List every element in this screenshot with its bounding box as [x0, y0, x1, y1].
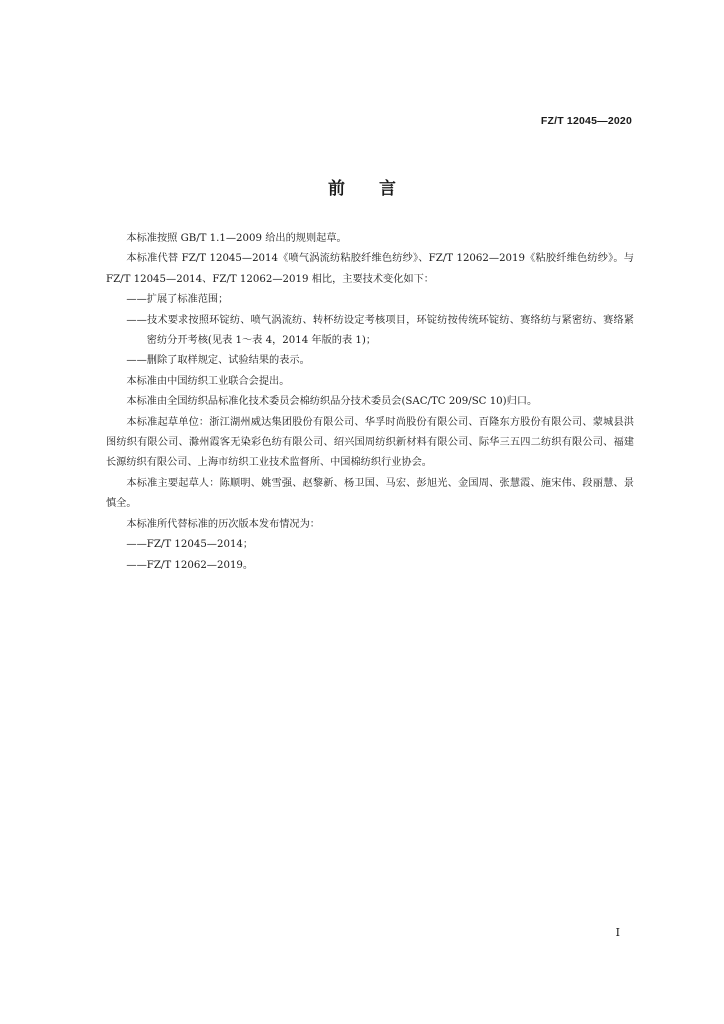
standard-code: FZ/T 12045—2020: [540, 115, 632, 127]
paragraph-replacement: 本标准代替 FZ/T 12045—2014《喷气涡流纺粘胶纤维色纺纱》、FZ/T 12062—2019《粘胶纤维色纺纱》。与 FZ/T 12045—2014、FZ/T 12062—2019 相比，主要技术变化如下：: [106, 253, 634, 285]
title-char-1: 前: [328, 179, 346, 199]
paragraph-drafting-units: 本标准起草单位：浙江湖州威达集团股份有限公司、华孚时尚股份有限公司、百隆东方股份有限公司、蒙城县洪图纺织有限公司、滁州霞客无染彩色纺有限公司、绍兴国周纺织新材料有限公司、际华三五四二纺织有限公司、福建长源纺织有限公司、上海市纺织工业技术监督所、中国棉纺织行业协会。: [106, 416, 634, 469]
paragraph-history: 本标准所代替标准的历次版本发布情况为：: [126, 518, 320, 530]
paragraph-drafting-rule: 本标准按照 GB/T 1.1—2009 给出的规则起草。: [126, 233, 347, 244]
change-item-scope: ——扩展了标准范围；: [126, 294, 229, 306]
change-item-deletion: ——删除了取样规定、试验结果的表示。: [126, 355, 310, 367]
title-char-2: 言: [378, 179, 396, 199]
page-title: [0, 174, 724, 199]
paragraph-drafters: 本标准主要起草人：陈顺明、姚雪强、赵黎新、杨卫国、马宏、彭旭光、金国周、张慧霞、施宋伟、段丽慧、景慎全。: [106, 477, 634, 510]
change-item-requirements: ——技术要求按照环锭纺、喷气涡流纺、转杯纺设定考核项目，环锭纺按传统环锭纺、赛络纺与紧密纺、赛络紧密纺分开考核(见表 1～表 4，2014 年版的表 1)；: [126, 314, 634, 347]
page-number: I: [615, 926, 620, 939]
history-item-2014: ——FZ/T 12045—2014；: [126, 539, 254, 551]
paragraph-proposer: 本标准由中国纺织工业联合会提出。: [126, 375, 290, 387]
foreword-body: [106, 229, 634, 576]
history-item-2019: ——FZ/T 12062—2019。: [126, 559, 254, 571]
paragraph-committee: 本标准由全国纺织品标准化技术委员会棉纺织品分技术委员会(SAC/TC 209/SC 10)归口。: [126, 396, 538, 408]
